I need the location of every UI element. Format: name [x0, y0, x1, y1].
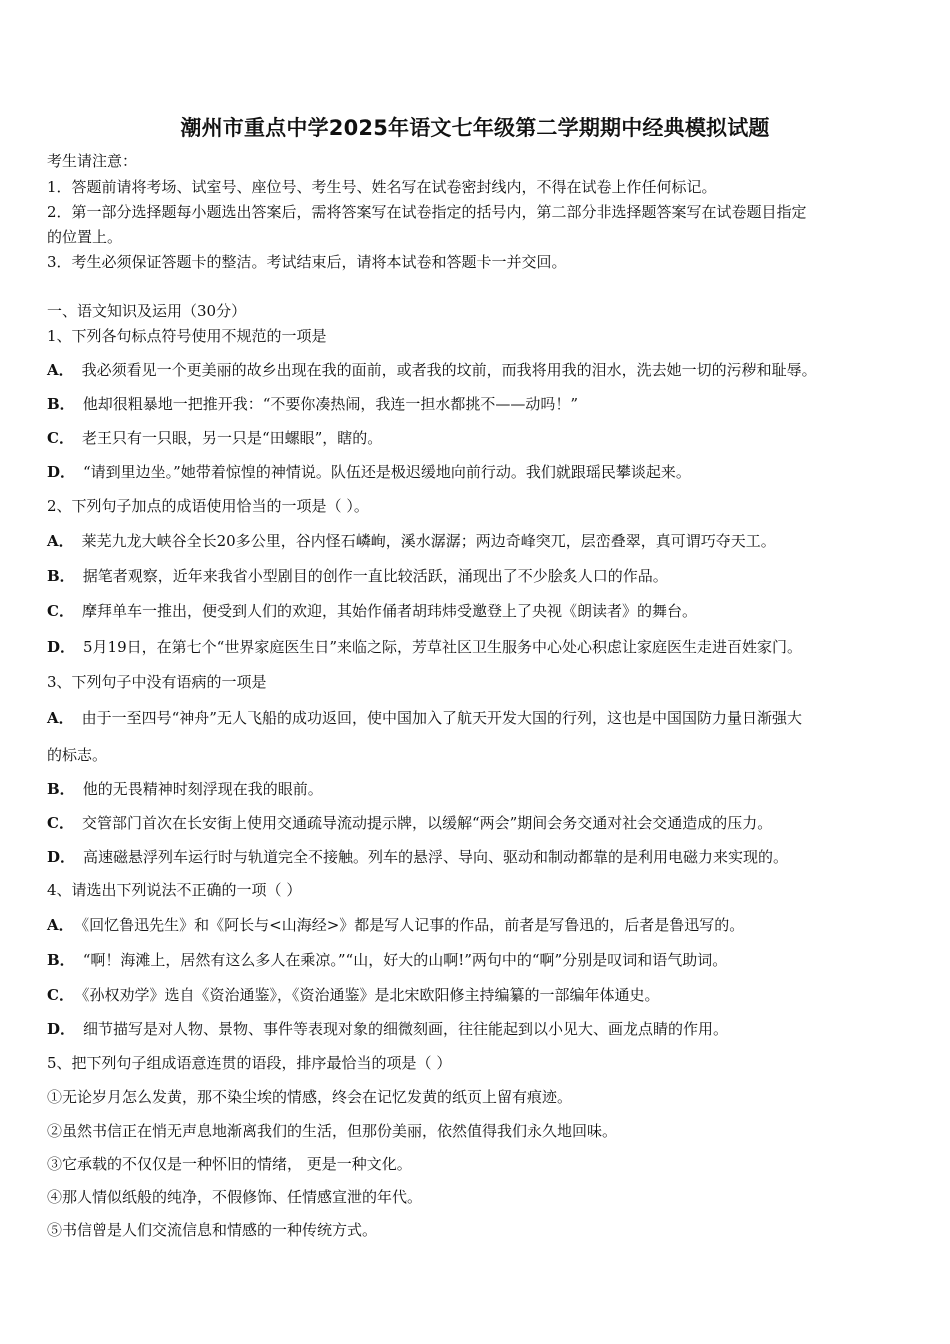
- option-item: [47, 360, 907, 380]
- notice-item: 1．答题前请将考场、试室号、座位号、考生号、姓名写在试卷密封线内，不得在试卷上作任何标记。: [47, 178, 717, 196]
- option-label: A．: [47, 532, 74, 550]
- sentence-item: ①无论岁月怎么发黄，那不染尘埃的情感，终会在记忆发黄的纸页上留有痕迹。: [47, 1088, 573, 1106]
- option-text: 的标志。: [47, 746, 108, 764]
- option-item-continued: [47, 745, 907, 765]
- option-text: 摩拜单车一推出，便受到人们的欢迎，其始作俑者胡玮炜受邀登上了央视《朗读者》的舞台。: [81, 602, 697, 620]
- sentence-item: ④那人情似纸般的纯净，不假修饰、任情感宣泄的年代。: [47, 1188, 423, 1206]
- option-text: 我必须看见一个更美丽的故乡出现在我的面前，或者我的坟前，而我将用我的泪水，洗去她一切的污秽和耻辱。: [81, 361, 817, 379]
- question-stem: 1、下列各句标点符号使用不规范的一项是: [47, 327, 327, 345]
- option-item: [47, 950, 907, 970]
- option-text: 细节描写是对人物、景物、事件等表现对象的细微刻画，往往能起到以小见大、画龙点睛的作用。: [83, 1020, 729, 1038]
- notice-item-continued: 的位置上。: [47, 228, 123, 246]
- question-stem: 4、请选出下列说法不正确的一项（ ）: [47, 881, 302, 899]
- question-stem: 5、把下列句子组成语意连贯的语段，排序最恰当的项是（ ）: [47, 1054, 452, 1072]
- option-item: [47, 637, 907, 657]
- notice-item: 3．考生必须保证答题卡的整洁。考试结束后，请将本试卷和答题卡一并交回。: [47, 253, 567, 271]
- exam-title: 潮州市重点中学2025年语文七年级第二学期期中经典模拟试题: [180, 116, 770, 140]
- option-item: [47, 1019, 907, 1039]
- sentence-item: ③它承载的不仅仅是一种怀旧的情绪， 更是一种文化。: [47, 1155, 412, 1173]
- option-item: [47, 915, 907, 935]
- option-label: B．: [47, 951, 75, 969]
- option-label: A．: [47, 361, 74, 379]
- option-label: D．: [47, 638, 76, 656]
- option-label: C．: [47, 814, 74, 832]
- option-label: D．: [47, 463, 76, 481]
- option-label: C．: [47, 429, 74, 447]
- option-label: A．: [47, 916, 74, 934]
- option-text: 老王只有一只眼，另一只是“田螺眼”，瞎的。: [81, 429, 383, 447]
- option-label: B．: [47, 567, 75, 585]
- question-stem: 3、下列句子中没有语病的一项是: [47, 673, 267, 691]
- option-item: [47, 847, 907, 867]
- sentence-item: ②虽然书信正在悄无声息地渐离我们的生活，但那份美丽，依然值得我们永久地回味。: [47, 1122, 618, 1140]
- option-label: C．: [47, 986, 74, 1004]
- notice-item: 2．第一部分选择题每小题选出答案后，需将答案写在试卷指定的括号内，第二部分非选择题答案写在试卷题目指定: [47, 203, 807, 221]
- option-item: [47, 813, 907, 833]
- option-item: [47, 394, 907, 414]
- option-text: 他却很粗暴地一把推开我：“不要你凑热闹，我连一担水都挑不——动吗！”: [82, 395, 579, 413]
- option-label: B．: [47, 780, 75, 798]
- option-item: [47, 566, 907, 586]
- option-label: D．: [47, 1020, 76, 1038]
- option-item: [47, 428, 907, 448]
- option-label: A．: [47, 709, 74, 727]
- option-label: B．: [47, 395, 75, 413]
- option-item: [47, 985, 907, 1005]
- section-heading: 一、语文知识及运用（30分）: [47, 302, 247, 320]
- option-item: [47, 708, 907, 728]
- option-item: [47, 601, 907, 621]
- option-item: [47, 779, 907, 799]
- option-label: D．: [47, 848, 76, 866]
- option-text: 《孙权劝学》选自《资治通鉴》，《资治通鉴》是北宋欧阳修主持编纂的一部编年体通史。: [81, 986, 660, 1004]
- question-stem: 2、下列句子加点的成语使用恰当的一项是（ ）。: [47, 497, 369, 515]
- option-text: 据笔者观察，近年来我省小型剧目的创作一直比较活跃，涌现出了不少脍炙人口的作品。: [82, 567, 668, 585]
- option-text: 由于一至四号“神舟”无人飞船的成功返回，使中国加入了航天开发大国的行列，这也是中国国防力量日渐强大: [81, 709, 802, 727]
- option-item: [47, 462, 907, 482]
- option-text: “请到里边坐。”她带着惊惶的神情说。队伍还是极迟缓地向前行动。我们就跟瑶民攀谈起来。: [83, 463, 691, 481]
- option-item: [47, 531, 907, 551]
- option-text: “啊！海滩上，居然有这么多人在乘凉。”“山，好大的山啊!”两句中的“啊”分别是叹词和语气助词。: [82, 951, 728, 969]
- option-text: 莱芜九龙大峡谷全长20多公里，谷内怪石嶙峋，溪水潺潺；两边奇峰突兀，层峦叠翠，真可谓巧夺天工。: [81, 532, 776, 550]
- option-text: 交管部门首次在长安街上使用交通疏导流动提示牌，以缓解“两会”期间会务交通对社会交通造成的压力。: [81, 814, 773, 832]
- option-text: 《回忆鲁迅先生》和《阿长与<山海经>》都是写人记事的作品，前者是写鲁迅的，后者是鲁迅写的。: [81, 916, 745, 934]
- option-label: C．: [47, 602, 74, 620]
- option-text: 他的无畏精神时刻浮现在我的眼前。: [82, 780, 323, 798]
- notice-heading: 考生请注意：: [47, 152, 138, 170]
- option-text: 高速磁悬浮列车运行时与轨道完全不接触。列车的悬浮、导向、驱动和制动都靠的是利用电磁力来实现的。: [83, 848, 789, 866]
- sentence-item: ⑤书信曾是人们交流信息和情感的一种传统方式。: [47, 1221, 378, 1239]
- option-text: 5月19日，在第七个“世界家庭医生日”来临之际，芳草社区卫生服务中心处心积虑让家庭医生走进百姓家门。: [83, 638, 802, 656]
